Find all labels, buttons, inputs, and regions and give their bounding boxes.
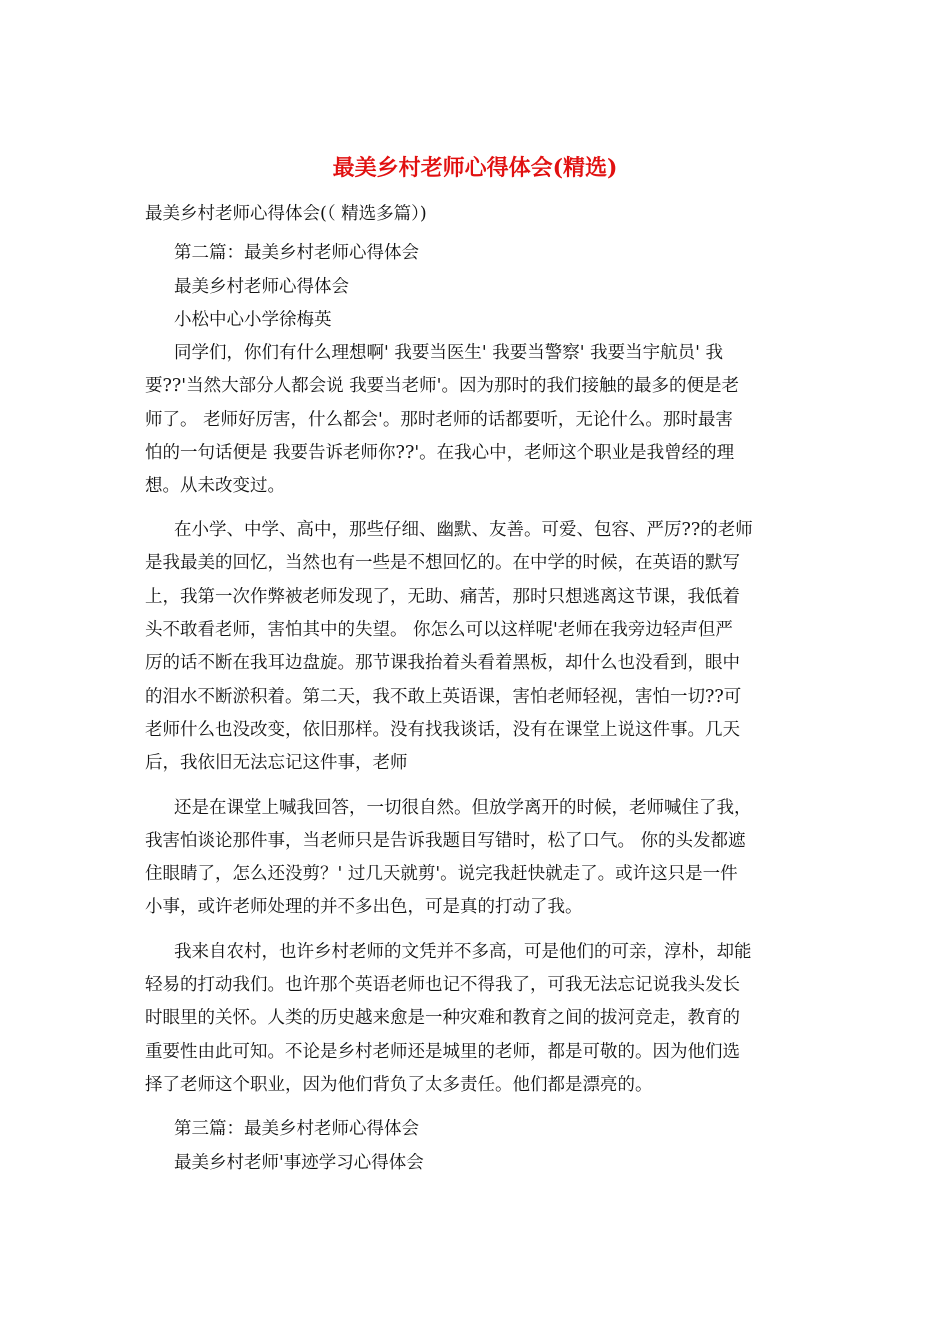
text-line: 还是在课堂上喊我回答，一切很自然。但放学离开的时候，老师喊住了我， — [174, 798, 752, 818]
text-line: 师了。 老师好厉害，什么都会'。那时老师的话都要听，无论什么。那时最害 — [145, 410, 733, 430]
text-line: 同学们，你们有什么理想啊' 我要当医生' 我要当警察' 我要当宇航员' 我 — [174, 343, 723, 363]
text-line: 最美乡村老师'事迹学习心得体会 — [174, 1153, 424, 1173]
text-line: 小松中心小学徐梅英 — [174, 310, 332, 330]
text-line: 轻易的打动我们。也许那个英语老师也记不得我了，可我无法忘记说我头发长 — [145, 975, 740, 995]
text-line: 最美乡村老师心得体会(（ 精选多篇）) — [145, 204, 427, 224]
text-line: 后，我依旧无法忘记这件事，老师 — [145, 753, 408, 773]
text-line: 住眼睛了，怎么还没剪？' 过几天就剪'。说完我赶快就走了。或许这只是一件 — [145, 864, 738, 884]
text-line: 重要性由此可知。不论是乡村老师还是城里的老师，都是可敬的。因为他们选 — [145, 1042, 740, 1062]
text-line: 的泪水不断淤积着。第二天，我不敢上英语课，害怕老师轻视，害怕一切??可 — [145, 687, 742, 707]
text-line: 小事，或许老师处理的并不多出色，可是真的打动了我。 — [145, 897, 583, 917]
text-line: 我来自农村，也许乡村老师的文凭并不多高，可是他们的可亲，淳朴，却能 — [174, 942, 752, 962]
text-line: 怕的一句话便是 我要告诉老师你??'。在我心中，老师这个职业是我曾经的理 — [145, 443, 735, 463]
text-line: 择了老师这个职业，因为他们背负了太多责任。他们都是漂亮的。 — [145, 1075, 653, 1095]
document-title: 最美乡村老师心得体会(精选) — [332, 155, 618, 181]
text-line: 老师什么也没改变，依旧那样。没有找我谈话，没有在课堂上说这件事。几天 — [145, 720, 740, 740]
text-line: 在小学、中学、高中，那些仔细、幽默、友善。可爱、包容、严厉??的老师 — [174, 520, 753, 540]
text-line: 最美乡村老师心得体会 — [174, 277, 349, 297]
text-line: 要??'当然大部分人都会说 我要当老师'。因为那时的我们接触的最多的便是老 — [145, 376, 739, 396]
text-line: 上，我第一次作弊被老师发现了，无助、痛苦，那时只想逃离这节课，我低着 — [145, 587, 740, 607]
text-line: 头不敢看老师，害怕其中的失望。 你怎么可以这样呢'老师在我旁边轻声但严 — [145, 620, 733, 640]
text-line: 我害怕谈论那件事，当老师只是告诉我题目写错时，松了口气。 你的头发都遮 — [145, 831, 746, 851]
text-line: 厉的话不断在我耳边盘旋。那节课我抬着头看着黑板，却什么也没看到，眼中 — [145, 653, 740, 673]
text-line: 想。从未改变过。 — [145, 476, 285, 496]
text-line: 时眼里的关怀。人类的历史越来愈是一种灾难和教育之间的拔河竞走，教育的 — [145, 1008, 740, 1028]
text-line: 第三篇：最美乡村老师心得体会 — [174, 1119, 419, 1139]
text-line: 是我最美的回忆，当然也有一些是不想回忆的。在中学的时候，在英语的默写 — [145, 553, 740, 573]
text-line: 第二篇：最美乡村老师心得体会 — [174, 243, 419, 263]
